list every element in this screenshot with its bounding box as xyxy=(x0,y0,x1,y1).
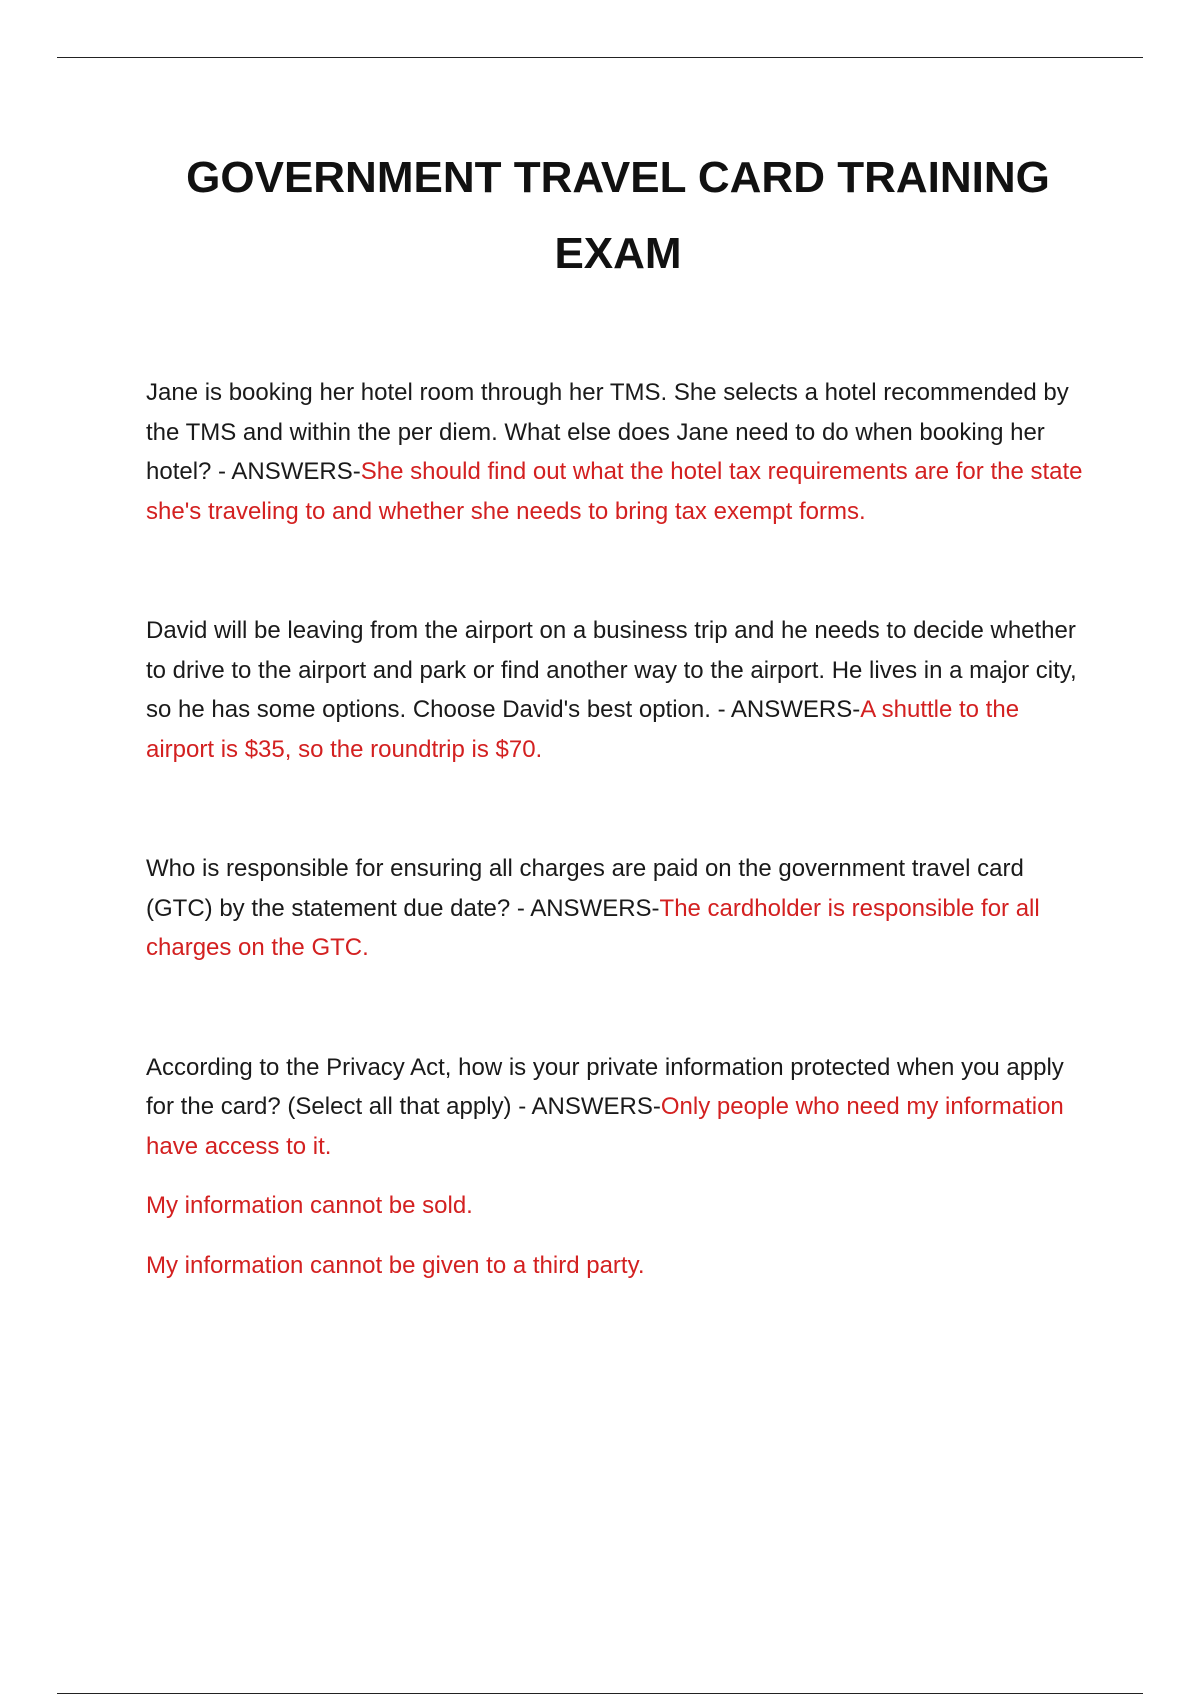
question-text: Jane is booking her hotel room through her TMS. She selects a hotel recommended by the TMS and within the per diem. What else does Jane need to do when booking her hotel? - ANSWERS- xyxy=(146,379,1069,485)
qa-item xyxy=(146,373,1086,531)
exam-content xyxy=(146,373,1086,1285)
title-line-1: GOVERNMENT TRAVEL CARD TRAINING xyxy=(186,153,1050,202)
bottom-rule xyxy=(57,1693,1143,1694)
question-text: David will be leaving from the airport on a business trip and he needs to decide whether to drive to the airport and park or find another way to the airport. He lives in a major city, so he has some options. Choose David's best option. - ANSWERS- xyxy=(146,617,1077,723)
page-title xyxy=(150,140,1086,292)
title-line-2: EXAM xyxy=(554,229,682,278)
additional-answer: My information cannot be sold. xyxy=(146,1192,473,1219)
answer-text: She should find out what the hotel tax requirements are for the state she's traveling to and whether she needs to bring tax exempt forms. xyxy=(146,458,1083,525)
question-text: According to the Privacy Act, how is your private information protected when you apply for the card? (Select all that apply) - ANSWERS- xyxy=(146,1053,1064,1120)
answer-text: The cardholder is responsible for all charges on the GTC. xyxy=(146,894,1040,961)
top-rule xyxy=(57,57,1143,58)
question-text: Who is responsible for ensuring all charges are paid on the government travel card (GTC) by the statement due date? - ANSWERS- xyxy=(146,855,1024,922)
additional-answer: My information cannot be given to a third party. xyxy=(146,1251,645,1279)
answer-text: Only people who need my information have access to it. xyxy=(146,1093,1064,1160)
answer-text: A shuttle to the airport is $35, so the roundtrip is $70. xyxy=(146,696,1020,763)
qa-item xyxy=(146,611,1086,769)
qa-item xyxy=(146,849,1086,968)
qa-item xyxy=(146,1048,1086,1167)
